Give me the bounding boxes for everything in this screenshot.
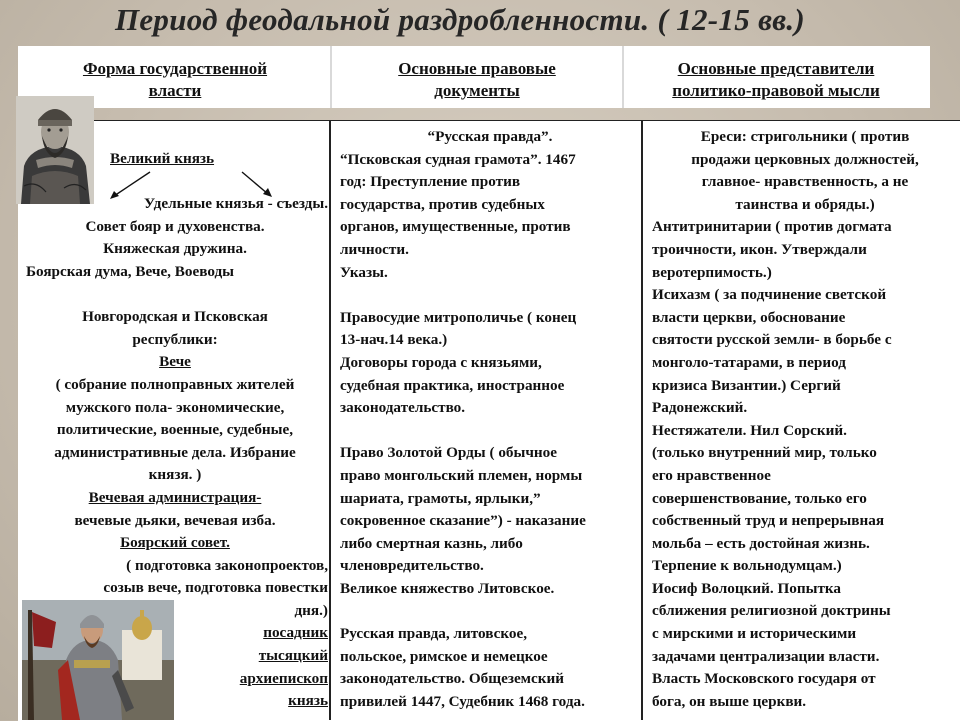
text-line: органов, имущественные, против xyxy=(340,218,571,236)
text-line: законодательство. xyxy=(340,399,466,417)
text-line: республики: xyxy=(132,330,218,348)
header-line: Основные правовые xyxy=(398,59,556,78)
text-line: право монгольский племен, нормы xyxy=(340,466,583,484)
text-line: привилей 1447, Судебник 1468 года. xyxy=(340,692,585,710)
official-tysyatsky: тысяцкий xyxy=(258,647,328,665)
text-line: святости русской земли- в борьбе с xyxy=(652,331,892,349)
text-line: с мирскими и историческими xyxy=(652,625,857,643)
text-line: законодательство. Общеземский xyxy=(340,670,565,688)
text-line: польское, римское и немецкое xyxy=(340,647,548,665)
text-line: Терпение к вольнодумцам.) xyxy=(652,557,842,575)
text-line: Указы. xyxy=(340,263,388,281)
text-line: его нравственное xyxy=(652,466,771,484)
header-legal-documents xyxy=(334,58,620,102)
text-line: личности. xyxy=(340,240,409,258)
text-line: мольба – есть достойная жизнь. xyxy=(652,534,870,552)
text-line: Великое княжество Литовское. xyxy=(340,579,555,597)
text-line: судебная практика, иностранное xyxy=(340,376,565,394)
text-line: административные дела. Избрание xyxy=(54,443,296,461)
text-line: “Псковская судная грамота”. 1467 xyxy=(340,150,576,168)
prince-painting xyxy=(22,600,174,720)
header-divider xyxy=(330,46,332,108)
header-line: политико-правовой мысли xyxy=(672,81,880,100)
text-line: Русская правда, литовское, xyxy=(340,625,528,643)
text-line: сокровенное сказание”) - наказание xyxy=(340,512,586,530)
text-line: Новгородская и Псковская xyxy=(82,308,268,326)
text-line: Антитринитарии ( против догмата xyxy=(652,218,892,236)
text-line: государства, против судебных xyxy=(340,195,545,213)
column-divider xyxy=(329,120,331,720)
text-line: мужского пола- экономические, xyxy=(65,398,285,416)
header-political-thinkers xyxy=(626,58,926,102)
text-line: главное- нравственность, а не xyxy=(701,173,909,191)
text-line: совершенствование, только его xyxy=(652,489,867,507)
text-line: Совет бояр и духовенства. xyxy=(85,217,265,235)
text-line: Исихазм ( за подчинение светской xyxy=(652,286,887,304)
text-line: монголо-татарами, в период xyxy=(652,353,846,371)
header-line: Основные представители xyxy=(677,59,875,78)
text-line: Правосудие митрополичье ( конец xyxy=(340,308,577,326)
grand-prince-label: Великий князь xyxy=(110,150,215,167)
boyar-council-label: Боярский совет. xyxy=(120,534,230,552)
text-line: Ереси: стригольники ( против xyxy=(700,128,910,145)
veche-administration-label: Вечевая администрация- xyxy=(88,488,262,506)
text-line: членовредительство. xyxy=(340,557,484,575)
text-line: продажи церковных должностей, xyxy=(691,150,919,168)
text-line: князя. ) xyxy=(148,466,202,484)
text-line: Власть Московского государя от xyxy=(652,670,876,688)
text-line: Иосиф Волоцкий. Попытка xyxy=(652,579,842,597)
text-line: Радонежский. xyxy=(652,399,748,417)
text-line: Нестяжатели. Нил Сорский. xyxy=(652,421,847,439)
text-line: дня.) xyxy=(294,601,328,619)
text-line: Право Золотой Орды ( обычное xyxy=(340,444,558,462)
official-archbishop: архиепископ xyxy=(239,669,328,687)
column-legal-documents xyxy=(340,126,640,713)
text-line: ( собрание полноправных жителей xyxy=(55,375,295,393)
header-divider xyxy=(622,46,624,108)
text-line: бога, он выше церкви. xyxy=(652,692,807,710)
text-line: вечевые дьяки, вечевая изба. xyxy=(74,511,276,529)
text-line: кризиса Византии.) Сергий xyxy=(652,376,841,394)
text-line: таинства и обряды.) xyxy=(735,195,875,213)
text-line: троичности, икон. Утверждали xyxy=(652,240,867,258)
text-line: ( подготовка законопроектов, xyxy=(126,556,328,574)
text-line: либо смертная казнь, либо xyxy=(340,534,523,552)
text-line: власти церкви, обоснование xyxy=(652,308,846,326)
text-line: 13-нач.14 века.) xyxy=(340,331,448,349)
veche-label: Вече xyxy=(159,353,191,371)
text-line: политические, военные, судебные, xyxy=(56,421,294,439)
header-line: власти xyxy=(148,81,202,100)
text-line: Договоры города с князьями, xyxy=(340,353,542,371)
text-line: Боярская дума, Вече, Воеводы xyxy=(26,262,235,280)
text-line: шариата, грамоты, ярлыки,” xyxy=(340,489,541,507)
text-line: Княжеская дружина. xyxy=(103,240,247,258)
text-line: созыв вече, подготовка повестки xyxy=(103,579,328,597)
text-line: задачами централизации власти. xyxy=(652,647,880,665)
text-line: веротерпимость.) xyxy=(652,263,772,281)
text-line: Удельные князья - съезды. xyxy=(143,195,328,213)
text-line: сближения религиозной доктрины xyxy=(652,602,891,620)
official-posadnik: посадник xyxy=(263,624,328,642)
column-political-thinkers xyxy=(652,126,958,713)
header-line: Форма государственной xyxy=(82,59,268,78)
header-line: документы xyxy=(434,81,520,100)
text-line: “Русская правда”. xyxy=(427,128,553,145)
column-divider xyxy=(641,120,643,720)
text-line: год: Преступление против xyxy=(340,173,521,191)
slide-title: Период феодальной раздробленности. ( 12-15 вв.) xyxy=(114,2,806,37)
text-line: собственный труд и непрерывная xyxy=(652,512,885,530)
official-prince: князь xyxy=(288,692,328,710)
text-line: (только внутренний мир, только xyxy=(652,444,877,462)
